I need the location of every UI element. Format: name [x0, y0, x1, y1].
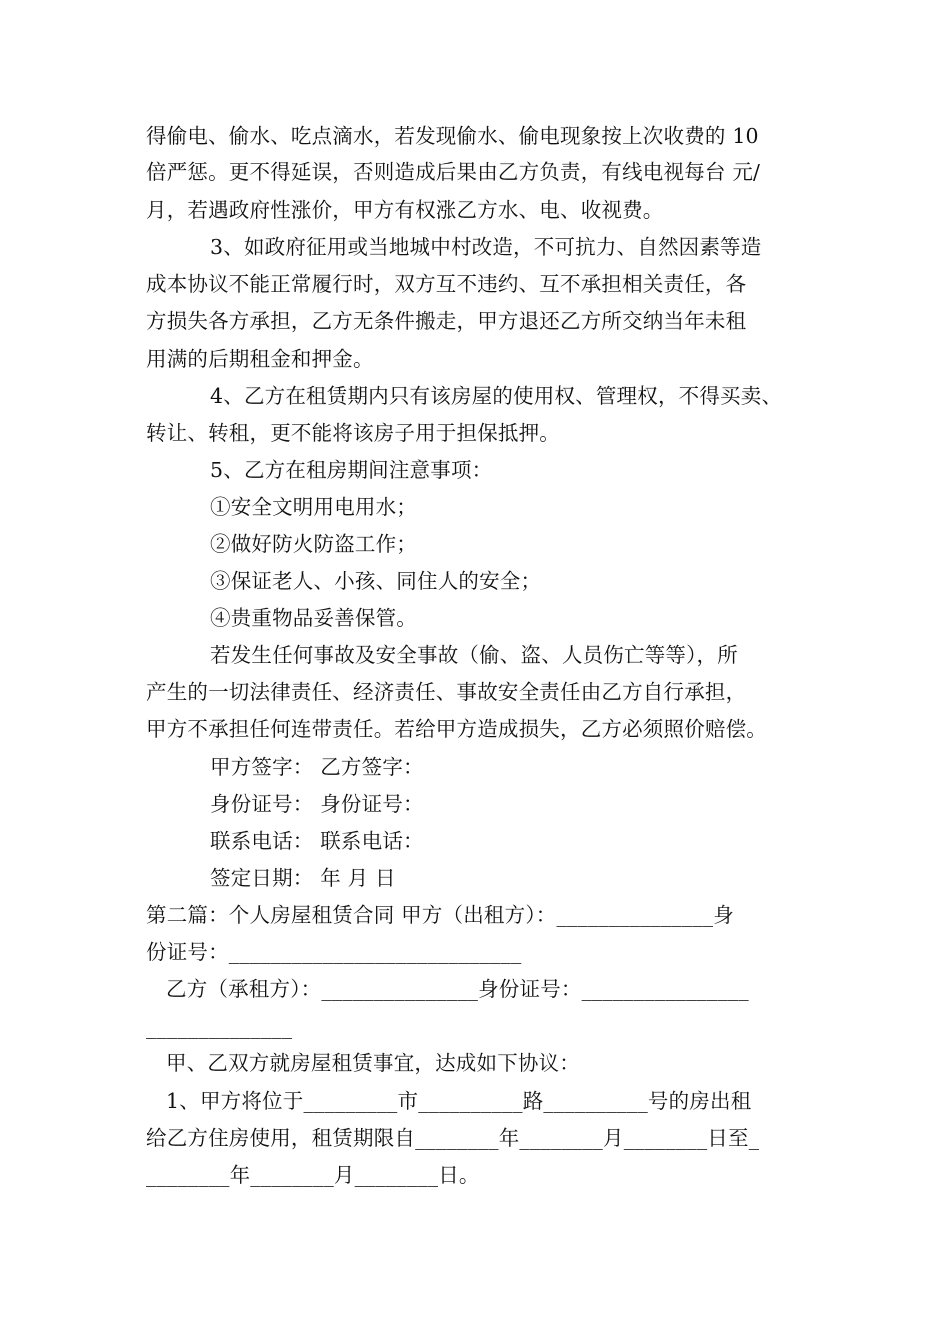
signature-line: 签定日期： 年 月 日	[210, 866, 396, 890]
list-item: ④贵重物品妥善保管。	[210, 606, 417, 630]
text-line: 5、乙方在租房期间注意事项：	[210, 458, 493, 482]
text-line: 甲、乙双方就房屋租赁事宜，达成如下协议：	[166, 1051, 580, 1075]
text-line: 份证号：____________________________	[146, 940, 522, 964]
text-line: 倍严惩。更不得延误，否则造成后果由乙方负责，有线电视每台 元/	[146, 160, 761, 184]
text-line: 若发生任何事故及安全事故（偷、盗、人员伤亡等等），所	[210, 643, 738, 667]
section-heading: 第二篇：个人房屋租赁合同 甲方（出租方）：_______________身	[146, 903, 734, 927]
text-line: 得偷电、偷水、吃点滴水，若发现偷水、偷电现象按上次收费的 10	[146, 124, 759, 148]
text-line: 转让、转租，更不能将该房子用于担保抵押。	[146, 421, 560, 445]
text-line: 成本协议不能正常履行时，双方互不违约、互不承担相关责任，各	[146, 272, 747, 296]
text-line: ________年________月________日。	[146, 1163, 480, 1187]
signature-line: 甲方签字： 乙方签字：	[210, 755, 424, 779]
signature-line: 联系电话： 联系电话：	[210, 829, 424, 853]
text-line: 4、乙方在租赁期内只有该房屋的使用权、管理权，不得买卖、	[210, 384, 783, 408]
text-line: ______________	[146, 1015, 293, 1039]
list-item: ①安全文明用电用水；	[210, 495, 417, 519]
text-line: 给乙方住房使用，租赁期限自________年________月________日至_	[146, 1126, 760, 1150]
list-item: ②做好防火防盗工作；	[210, 532, 417, 556]
text-line: 用满的后期租金和押金。	[146, 347, 374, 371]
signature-line: 身份证号： 身份证号：	[210, 792, 424, 816]
text-line: 产生的一切法律责任、经济责任、事故安全责任由乙方自行承担，	[146, 680, 747, 704]
text-line: 3、如政府征用或当地城中村改造，不可抗力、自然因素等造	[210, 235, 762, 259]
text-line: 1、甲方将位于_________市__________路__________号的房出租	[166, 1089, 752, 1113]
text-line: 甲方不承担任何连带责任。若给甲方造成损失，乙方必须照价赔偿。	[146, 717, 767, 741]
text-line: 月，若遇政府性涨价，甲方有权涨乙方水、电、收视费。	[146, 198, 664, 222]
list-item: ③保证老人、小孩、同住人的安全；	[210, 569, 542, 593]
text-line: 乙方（承租方）：_______________身份证号：________________	[166, 977, 749, 1001]
text-line: 方损失各方承担，乙方无条件搬走，甲方退还乙方所交纳当年未租	[146, 309, 747, 333]
